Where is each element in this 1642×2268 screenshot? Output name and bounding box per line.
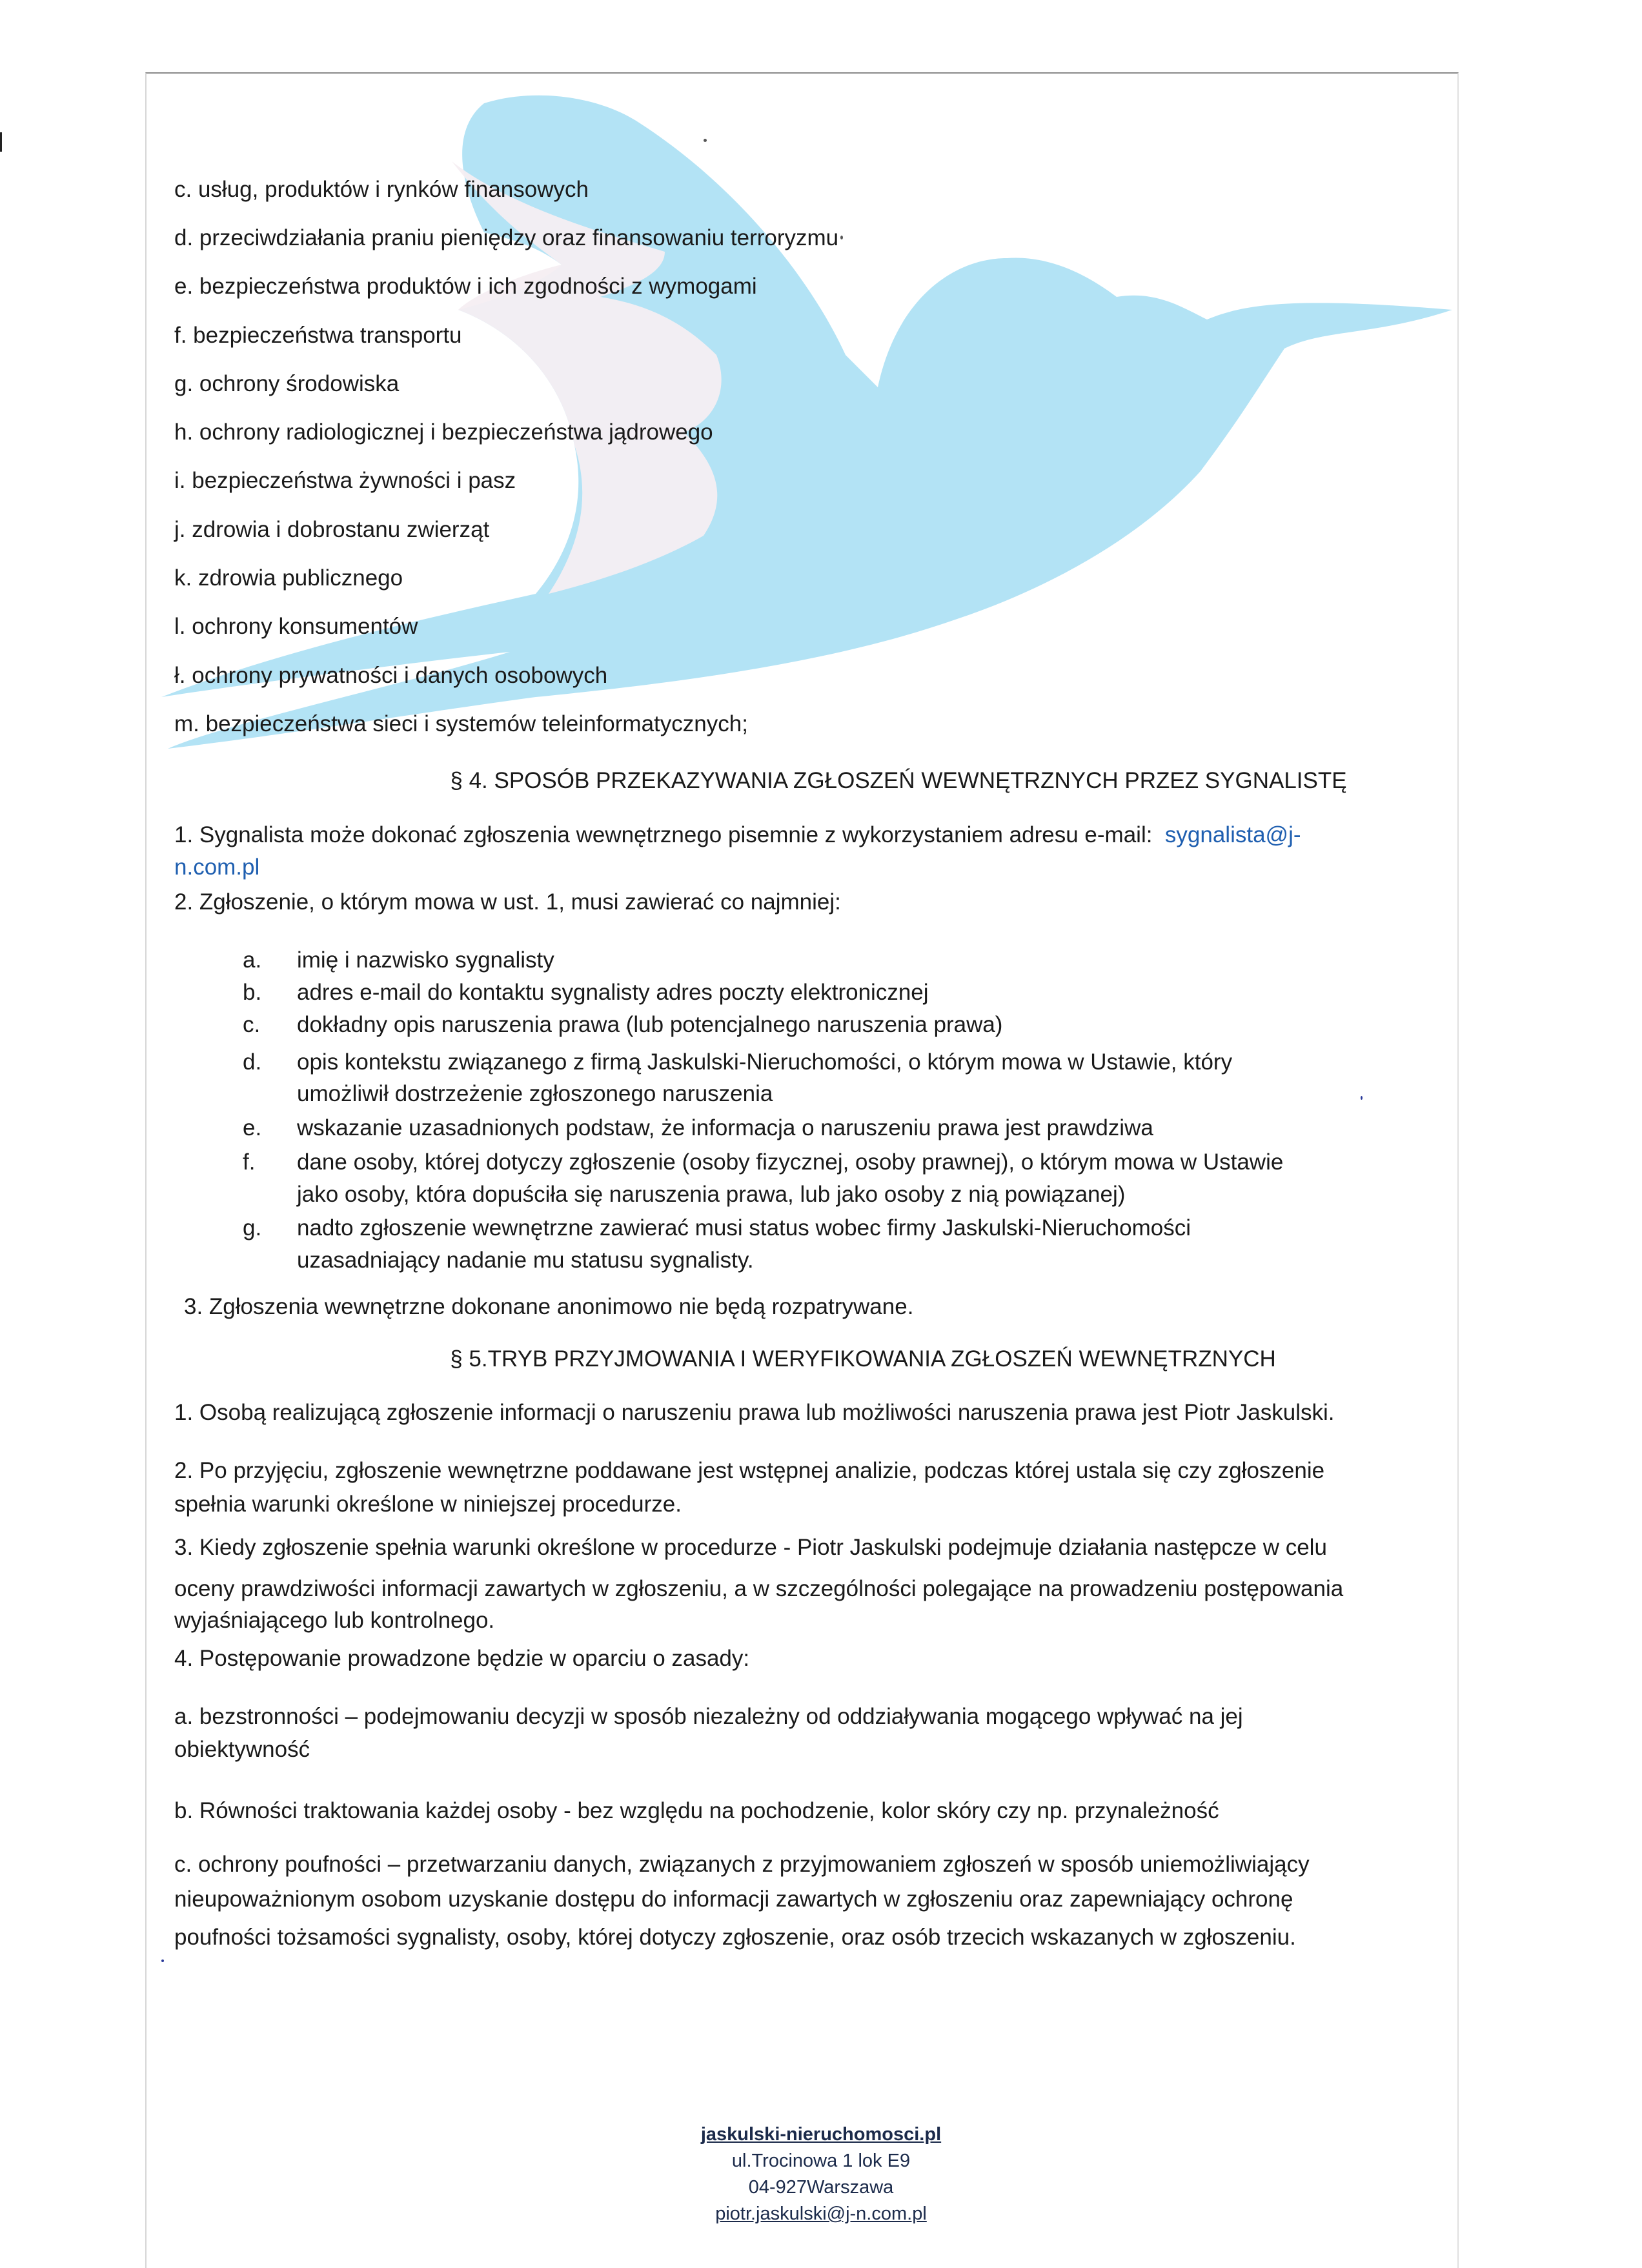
requirement-text: opis kontekstu związanego z firmą Jaskulski-Nieruchomości, o którym mowa w Ustawie, który xyxy=(297,1049,1233,1075)
list-item-i: i. bezpieczeństwa żywności i pasz xyxy=(174,468,516,493)
section-5-point-2: 2. Po przyjęciu, zgłoszenie wewnętrzne poddawane jest wstępnej analizie, podczas której ustala się czy zgłoszenie xyxy=(174,1458,1325,1483)
requirement-label: d. xyxy=(243,1049,262,1075)
section-5-point-3-line-2: oceny prawdziwości informacji zawartych w zgłoszeniu, a w szczególności polegające na prowadzeniu postępowania xyxy=(174,1576,1344,1601)
section-5-point-4: 4. Postępowanie prowadzone będzie w oparciu o zasady: xyxy=(174,1646,750,1671)
section-4-heading xyxy=(0,767,1642,795)
requirement-text: adres e-mail do kontaktu sygnalisty adres poczty elektronicznej xyxy=(297,980,929,1005)
section-5-point-1: 1. Osobą realizującą zgłoszenie informacji o naruszeniu prawa lub możliwości naruszenia prawa jest Piotr Jaskulski. xyxy=(174,1400,1335,1425)
requirement-text: dokładny opis naruszenia prawa (lub potencjalnego naruszenia prawa) xyxy=(297,1012,1003,1037)
requirement-label: a. xyxy=(243,947,262,973)
principle-b: b. Równości traktowania każdej osoby - bez względu na pochodzenie, kolor skóry czy np. przynależność xyxy=(174,1798,1219,1823)
scan-speck xyxy=(840,236,843,239)
section-5-heading-text: § 5.TRYB PRZYJMOWANIA I WERYFIKOWANIA ZGŁOSZEŃ WEWNĘTRZNYCH xyxy=(450,1346,1276,1372)
scan-speck xyxy=(1361,1096,1363,1100)
section-4-point-2: 2. Zgłoszenie, o którym mowa w ust. 1, musi zawierać co najmniej: xyxy=(174,889,841,915)
section-5-point-3: 3. Kiedy zgłoszenie spełnia warunki określone w procedurze - Piotr Jaskulski podejmuje działania następcze w celu xyxy=(174,1535,1327,1560)
requirement-label: f. xyxy=(243,1149,256,1175)
requirement-text: dane osoby, której dotyczy zgłoszenie (osoby fizycznej, osoby prawnej), o którym mowa w Ustawie xyxy=(297,1149,1284,1175)
scan-edge-mark xyxy=(0,132,2,152)
principle-c: c. ochrony poufności – przetwarzaniu danych, związanych z przyjmowaniem zgłoszeń w sposób uniemożliwiający xyxy=(174,1852,1310,1877)
footer-street: ul.Trocinowa 1 lok E9 xyxy=(731,2151,911,2171)
requirement-a xyxy=(243,946,554,975)
list-item-e: e. bezpieczeństwa produktów i ich zgodności z wymogami xyxy=(174,274,757,299)
section-4-point-3: 3. Zgłoszenia wewnętrzne dokonane anonimowo nie będą rozpatrywane. xyxy=(184,1294,914,1319)
list-item-k: k. zdrowia publicznego xyxy=(174,565,403,591)
footer-website-link[interactable] xyxy=(0,2123,1642,2146)
list-item-d: d. przeciwdziałania praniu pieniędzy oraz finansowaniu terroryzmu xyxy=(174,225,839,250)
footer-website[interactable]: jaskulski-nieruchomosci.pl xyxy=(700,2124,942,2145)
section-4-point-1 xyxy=(174,821,1301,849)
footer-email[interactable]: piotr.jaskulski@j-n.com.pl xyxy=(715,2203,927,2224)
whistleblower-email-link[interactable]: sygnalista@j- xyxy=(1164,822,1301,847)
requirement-label: b. xyxy=(243,980,262,1005)
requirement-g-continued: uzasadniający nadanie mu statusu sygnalisty. xyxy=(297,1248,754,1273)
list-item-l-stroke: ł. ochrony prywatności i danych osobowych xyxy=(174,663,608,688)
footer-city: 04-927Warszawa xyxy=(748,2177,894,2198)
requirement-d-continued: umożliwił dostrzeżenie zgłoszonego naruszenia xyxy=(297,1081,773,1106)
requirement-text: imię i nazwisko sygnalisty xyxy=(297,947,554,973)
principle-a-continued: obiektywność xyxy=(174,1737,310,1762)
list-item-g: g. ochrony środowiska xyxy=(174,371,400,396)
requirement-d xyxy=(243,1048,1232,1077)
point-1-text: 1. Sygnalista może dokonać zgłoszenia wewnętrznego pisemnie z wykorzystaniem adresu e-mail: xyxy=(174,822,1153,847)
section-5-point-3-line-3: wyjaśniającego lub kontrolnego. xyxy=(174,1608,495,1633)
list-item-f: f. bezpieczeństwa transportu xyxy=(174,323,462,348)
list-item-j: j. zdrowia i dobrostanu zwierząt xyxy=(174,517,490,542)
scan-speck xyxy=(161,1959,164,1962)
requirement-c xyxy=(243,1011,1002,1039)
scan-speck xyxy=(704,139,707,142)
requirement-b xyxy=(243,978,929,1007)
requirement-text: nadto zgłoszenie wewnętrzne zawierać musi status wobec firmy Jaskulski-Nieruchomości xyxy=(297,1215,1191,1240)
whistleblower-email-link-continued[interactable]: n.com.pl xyxy=(174,855,260,880)
requirement-g xyxy=(243,1214,1191,1242)
requirement-label: c. xyxy=(243,1012,261,1037)
requirement-e xyxy=(243,1114,1153,1142)
principle-c-line-3: poufności tożsamości sygnalisty, osoby, której dotyczy zgłoszenie, oraz osób trzecich wskazanych w zgłoszeniu. xyxy=(174,1925,1296,1950)
requirement-f xyxy=(243,1148,1283,1177)
requirement-label: e. xyxy=(243,1115,262,1140)
list-item-h: h. ochrony radiologicznej i bezpieczeństwa jądrowego xyxy=(174,420,713,445)
footer-email-link[interactable] xyxy=(0,2202,1642,2225)
principle-a: a. bezstronności – podejmowaniu decyzji w sposób niezależny od oddziaływania mogącego wpływać na jej xyxy=(174,1704,1243,1729)
list-item-m: m. bezpieczeństwa sieci i systemów teleinformatycznych; xyxy=(174,711,748,736)
requirement-text: wskazanie uzasadnionych podstaw, że informacja o naruszeniu prawa jest prawdziwa xyxy=(297,1115,1153,1140)
requirement-label: g. xyxy=(243,1215,262,1240)
principle-c-line-2: nieupoważnionym osobom uzyskanie dostępu do informacji zawartych w zgłoszeniu oraz zapewniający ochronę xyxy=(174,1887,1293,1912)
section-5-heading xyxy=(0,1345,1642,1373)
list-item-c: c. usług, produktów i rynków finansowych xyxy=(174,177,589,202)
section-4-heading-text: § 4. SPOSÓB PRZEKAZYWANIA ZGŁOSZEŃ WEWNĘTRZNYCH PRZEZ SYGNALISTĘ xyxy=(450,768,1347,793)
requirement-f-continued: jako osoby, która dopuściła się naruszenia prawa, lub jako osoby z nią powiązanej) xyxy=(297,1182,1126,1207)
section-5-point-2-continued: spełnia warunki określone w niniejszej procedurze. xyxy=(174,1492,682,1517)
list-item-l: l. ochrony konsumentów xyxy=(174,614,418,639)
